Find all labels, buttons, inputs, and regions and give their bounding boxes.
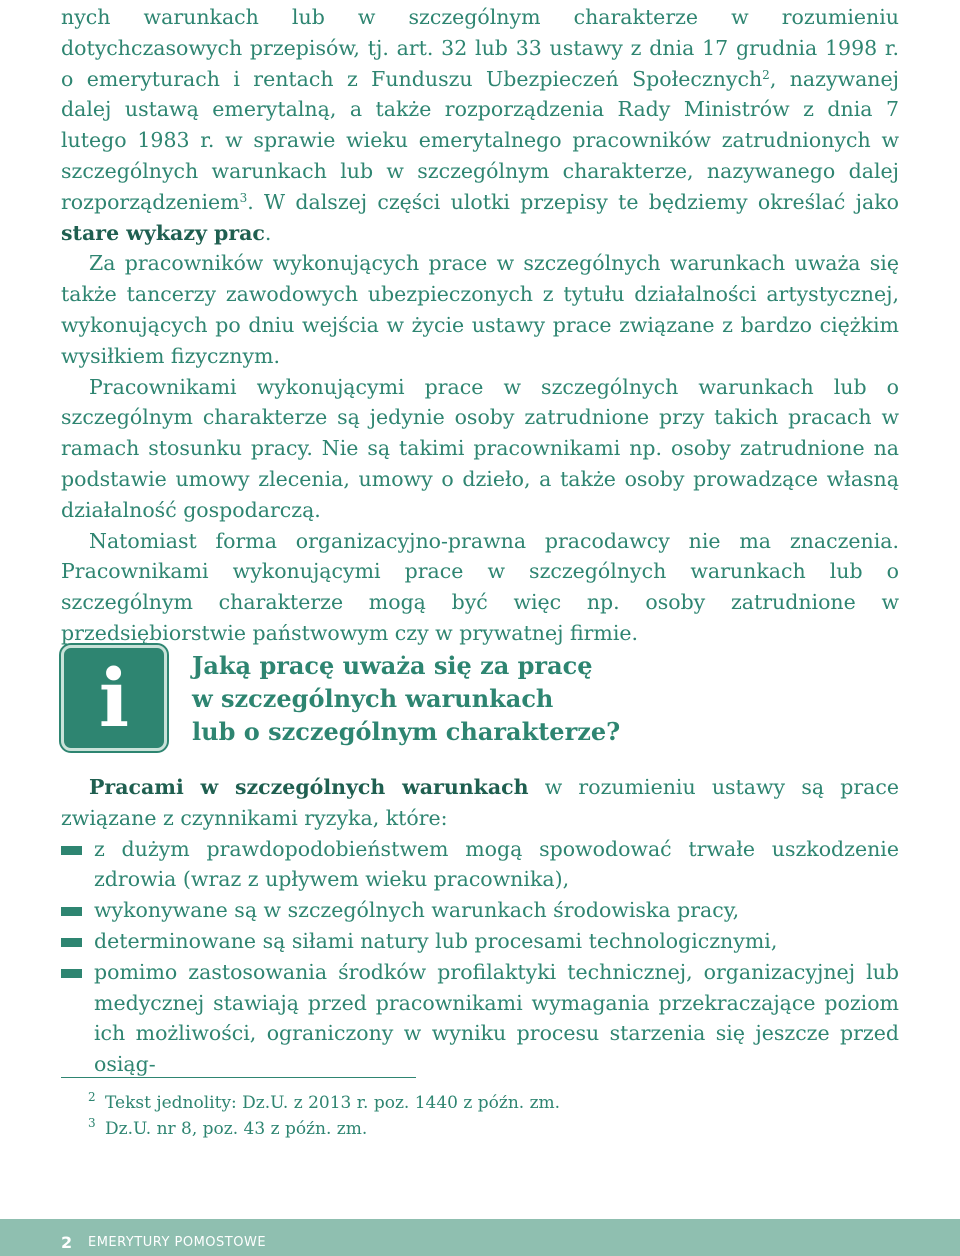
paragraph-1 xyxy=(61,2,899,248)
footnote-number: 2 xyxy=(88,1090,96,1104)
paragraph-2: Za pracowników wykonujących prace w szczególnych warunkach uważa się także tancerzy zawodowych ubezpieczonych z tytułu działalności artystycznej, wykonujących po dniu wejścia w życie ustawy prace związane z bardzo ciężkim wysiłkiem fizycznym. xyxy=(61,251,899,368)
list-item-text: wykonywane są w szczególnych warunkach środowiska pracy, xyxy=(94,898,740,923)
paragraph-1-text-a: nych warunkach lub w szczególnym charakterze w rozumieniu dotychczasowych przepisów, tj. art. 32 lub 33 ustawy z dnia 17 grudnia 1998 r. o emeryturach i rentach z Funduszu Ubezpieczeń Społecznych xyxy=(61,5,899,91)
bullet-square-icon xyxy=(61,907,82,916)
info-box-title xyxy=(192,649,620,748)
list-item-text: z dużym prawdopodobieństwem mogą spowodować trwałe uszkodzenie zdrowia (wraz z upływem wieku pracownika), xyxy=(94,836,899,892)
footnotes xyxy=(88,1090,560,1142)
paragraph-4: Natomiast forma organizacyjno-prawna pracodawcy nie ma znaczenia. Pracownikami wykonującymi prace w szczególnych warunkach lub o szczególnym charakterze mogą być więc np. osoby zatrudnione w przedsiębiorstwie państwowym czy w prywatnej firmie. xyxy=(61,528,899,645)
paragraph-1-text-b: , nazywanej dalej ustawą emerytalną, a także rozporządzenia Rady Ministrów z dnia 7 lutego 1983 r. w sprawie wieku emerytalnego pracowników zatrudnionych w szczególnych warunkach lub w szczególnym charakterze, nazywanego dalej rozporządzeniem xyxy=(61,66,899,214)
list-item-text: pomimo zastosowania środków profilaktyki technicznej, organizacyjnej lub medycznej stawiają przed pracownikami wymagania przekraczające poziom ich możliwości, ograniczony w wyniku procesu starzenia się jeszcze przed osiąg- xyxy=(94,959,899,1077)
footnote xyxy=(88,1090,560,1116)
footnote-text: Tekst jednolity: Dz.U. z 2013 r. poz. 1440 z późn. zm. xyxy=(105,1093,561,1113)
footnote-divider xyxy=(61,1077,416,1078)
info-title-line: Jaką pracę uważa się za pracę xyxy=(192,651,593,680)
definition-lead xyxy=(61,772,899,834)
info-box xyxy=(61,645,899,755)
risk-factor-list xyxy=(61,834,899,1080)
footnote-text: Dz.U. nr 8, poz. 43 z późn. zm. xyxy=(105,1119,368,1139)
info-title-line: lub o szczególnym charakterze? xyxy=(192,717,621,746)
info-title-line: w szczególnych warunkach xyxy=(192,684,554,713)
body-text xyxy=(61,2,899,649)
paragraph-1-bold-term: stare wykazy prac xyxy=(61,220,265,245)
page-number: 2 xyxy=(61,1233,73,1252)
footnote xyxy=(88,1116,560,1142)
definition-term: Pracami w szczególnych warunkach xyxy=(89,775,529,799)
list-item xyxy=(61,926,899,957)
footer-title: EMERYTURY POMOSTOWE xyxy=(88,1235,267,1250)
info-icon-glyph: i xyxy=(98,651,130,745)
list-item xyxy=(61,895,899,926)
bullet-square-icon xyxy=(61,846,82,855)
footnote-ref-2: 2 xyxy=(762,67,770,82)
paragraph-3: Pracownikami wykonującymi prace w szczególnych warunkach lub o szczególnym charakterze są jedynie osoby zatrudnione przy takich pracach w ramach stosunku pracy. Nie są takimi pracownikami np. osoby zatrudnione na podstawie umowy zlecenia, umowy o dzieło, a także osoby prowadzące własną działalność gospodarczą. xyxy=(61,374,899,522)
page-footer xyxy=(0,1219,960,1256)
bullet-square-icon xyxy=(61,938,82,947)
footnote-ref-3: 3 xyxy=(239,190,248,205)
paragraph-1-text-c: . W dalszej części ulotki przepisy te będziemy określać jako xyxy=(247,189,899,214)
definition-lead-text: w rozumieniu ustawy są prace związane z czynnikami ryzyka, które: xyxy=(61,775,899,830)
list-item xyxy=(61,834,899,896)
footnote-number: 3 xyxy=(88,1116,96,1130)
list-item-text: determinowane są siłami natury lub procesami technologicznymi, xyxy=(94,928,778,953)
definition-section xyxy=(61,772,899,1080)
bullet-square-icon xyxy=(61,969,82,978)
info-icon xyxy=(61,645,167,751)
paragraph-1-text-d: . xyxy=(264,220,272,245)
list-item xyxy=(61,957,899,1080)
